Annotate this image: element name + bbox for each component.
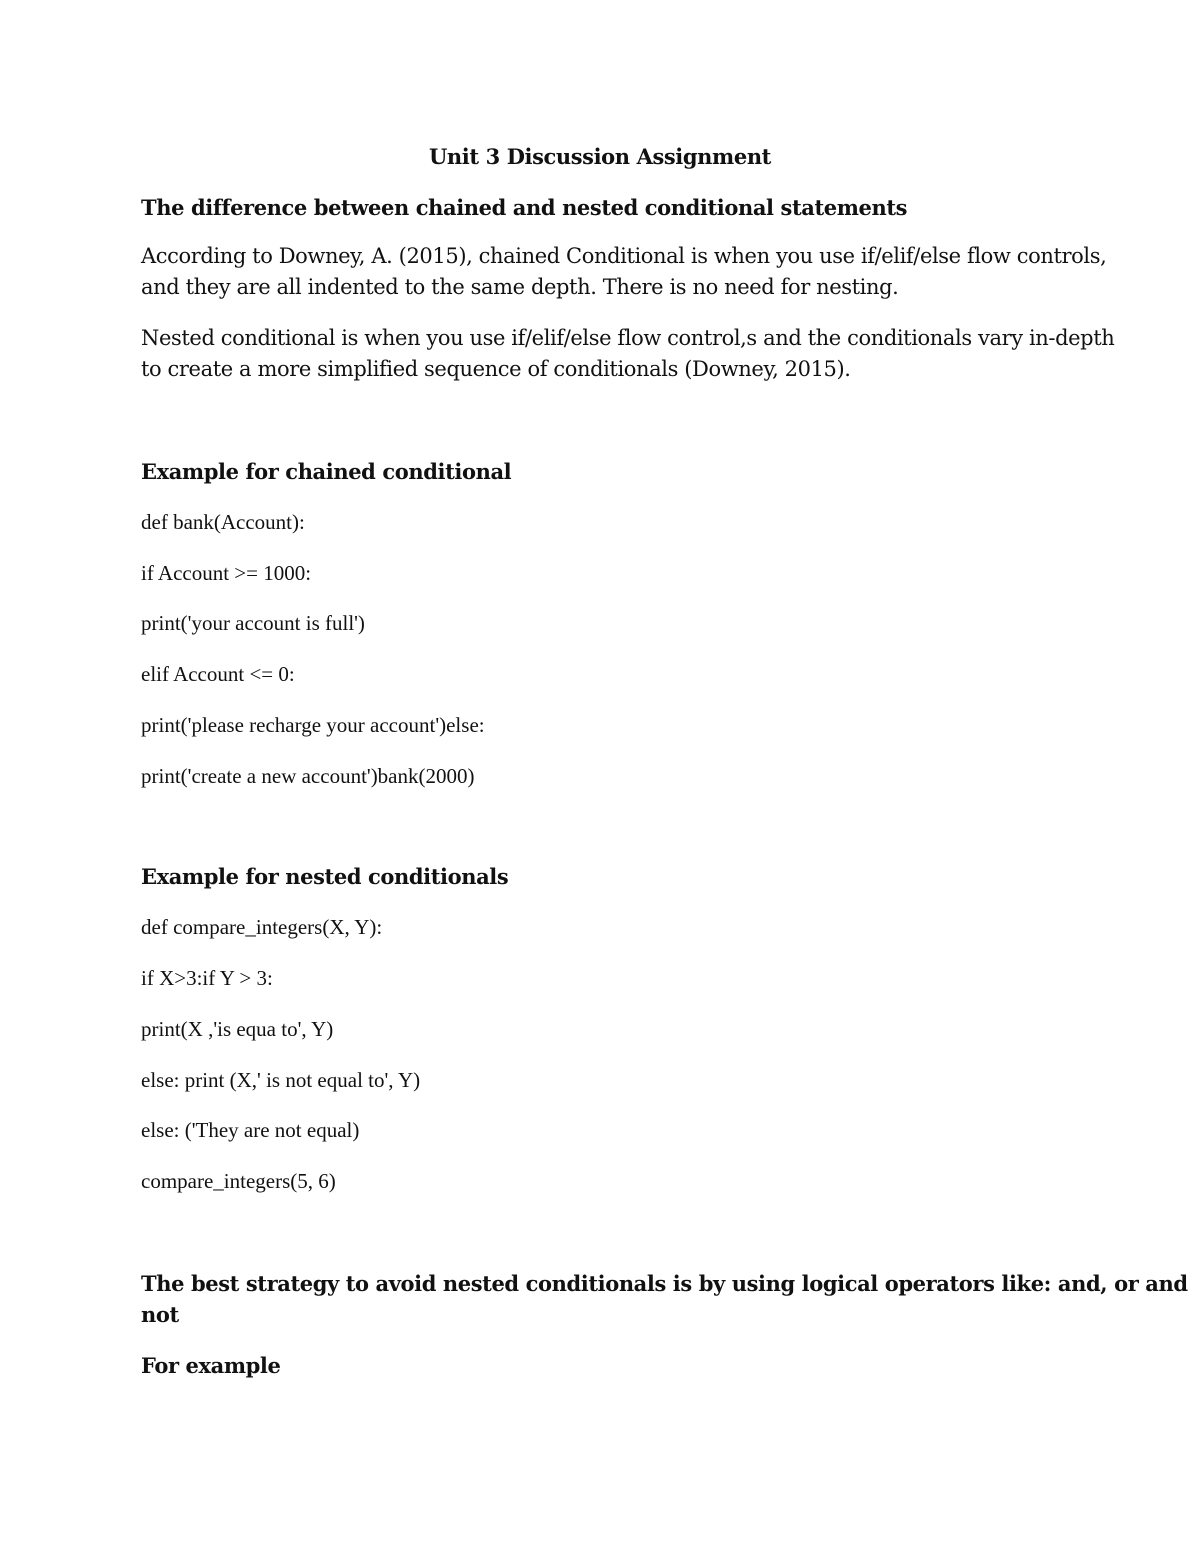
code-line: print(X ,'is equa to', Y) [141,1017,334,1041]
code-line: if X>3:if Y > 3: [141,966,273,990]
code-line: print('your account is full') [141,611,365,635]
code-line: print('please recharge your account')else: [141,713,485,737]
nested-example-heading: Example for nested conditionals [141,864,509,889]
for-example-heading: For example [141,1353,281,1378]
code-line: def bank(Account): [141,510,305,534]
paragraph-chained-line-2: and they are all indented to the same depth. There is no need for nesting. [141,275,899,299]
code-line: else: print (X,' is not equal to', Y) [141,1068,421,1092]
strategy-heading-line-2: not [141,1302,179,1327]
code-line: if Account >= 1000: [141,561,312,585]
code-line: def compare_integers(X, Y): [141,915,383,939]
document-title: Unit 3 Discussion Assignment [429,144,771,169]
code-line: print('create a new account')bank(2000) [141,764,475,788]
chained-example-heading: Example for chained conditional [141,459,512,484]
code-line: compare_integers(5, 6) [141,1169,336,1193]
code-line: elif Account <= 0: [141,662,295,686]
section-heading-difference: The difference between chained and nested conditional statements [141,195,908,220]
paragraph-nested-line-1: Nested conditional is when you use if/elif/else flow control,s and the conditionals vary in-depth [141,326,1115,350]
code-line: else: ('They are not equal) [141,1118,360,1142]
paragraph-nested-line-2: to create a more simplified sequence of conditionals (Downey, 2015). [141,357,851,381]
strategy-heading-line-1: The best strategy to avoid nested conditionals is by using logical operators like: and, or and [141,1271,1188,1296]
paragraph-chained-line-1: According to Downey, A. (2015), chained Conditional is when you use if/elif/else flow controls, [141,244,1107,268]
